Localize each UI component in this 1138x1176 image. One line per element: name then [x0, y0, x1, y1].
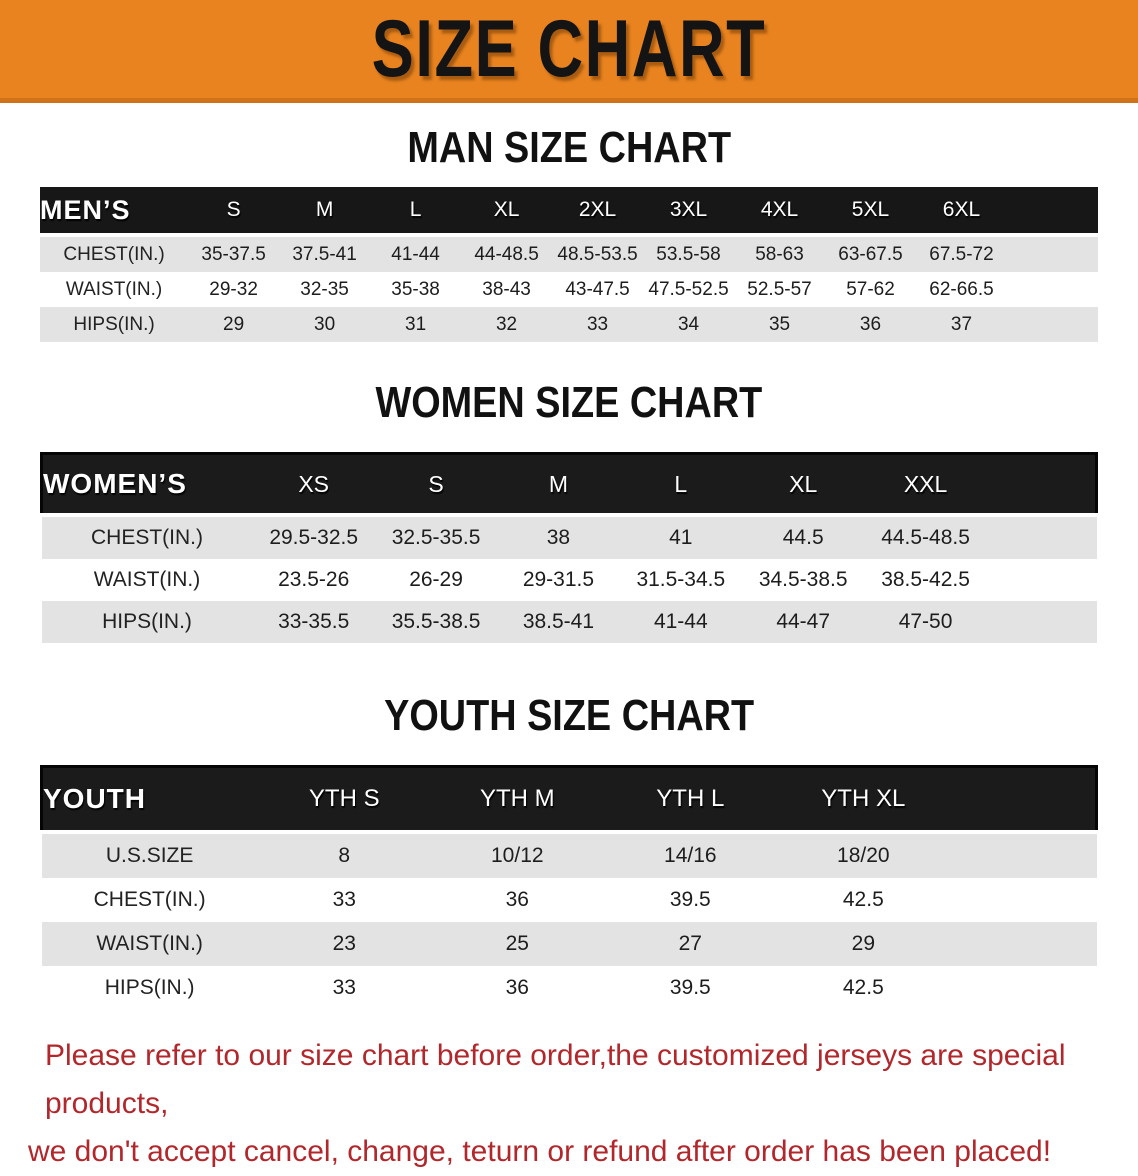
measure-value: 44.5-48.5: [864, 515, 986, 559]
spacer-cell: [987, 515, 1097, 559]
table-row: [40, 235, 1098, 272]
measure-value: 29-32: [188, 272, 279, 307]
size-col-header: 3XL: [643, 187, 734, 235]
size-col-header: 4XL: [734, 187, 825, 235]
measure-row-label: WAIST(IN.): [42, 922, 258, 966]
men-group-label: MEN’S: [40, 187, 188, 235]
measure-value: 44-47: [742, 601, 864, 643]
size-col-header: YTH XL: [777, 767, 950, 833]
size-col-header: M: [497, 454, 619, 516]
measure-value: 42.5: [777, 966, 950, 1010]
measure-value: 38: [497, 515, 619, 559]
measure-value: 29: [188, 307, 279, 342]
measure-value: 33: [258, 966, 431, 1010]
size-col-header: S: [188, 187, 279, 235]
measure-row-label: HIPS(IN.): [42, 601, 253, 643]
table-row: [42, 966, 1097, 1010]
order-note-line1: Please refer to our size chart before order,the customized jerseys are special products,: [45, 1039, 1066, 1120]
spacer-cell: [950, 767, 1097, 833]
measure-value: 42.5: [777, 878, 950, 922]
measure-value: 32: [461, 307, 552, 342]
spacer-cell: [1007, 272, 1098, 307]
measure-value: 25: [431, 922, 604, 966]
measure-row-label: HIPS(IN.): [42, 966, 258, 1010]
women-group-label: WOMEN’S: [42, 454, 253, 516]
women-section-title: WOMEN SIZE CHART: [375, 378, 763, 427]
men-header-row: [40, 187, 1098, 235]
measure-value: 41-44: [620, 601, 742, 643]
measure-value: 35: [734, 307, 825, 342]
size-col-header: 5XL: [825, 187, 916, 235]
spacer-cell: [950, 832, 1097, 878]
size-col-header: XS: [253, 454, 375, 516]
measure-row-label: WAIST(IN.): [42, 559, 253, 601]
size-col-header: XL: [461, 187, 552, 235]
measure-value: 39.5: [604, 878, 777, 922]
youth-section-title: YOUTH SIZE CHART: [383, 691, 754, 740]
spacer-cell: [1007, 187, 1098, 235]
measure-value: 32.5-35.5: [375, 515, 497, 559]
measure-row-label: WAIST(IN.): [40, 272, 188, 307]
measure-row-label: HIPS(IN.): [40, 307, 188, 342]
size-col-header: L: [370, 187, 461, 235]
table-row: [42, 922, 1097, 966]
measure-row-label: U.S.SIZE: [42, 832, 258, 878]
size-col-header: 2XL: [552, 187, 643, 235]
measure-value: 10/12: [431, 832, 604, 878]
size-col-header: YTH M: [431, 767, 604, 833]
measure-value: 32-35: [279, 272, 370, 307]
measure-value: 35.5-38.5: [375, 601, 497, 643]
table-row: [42, 832, 1097, 878]
measure-value: 33: [258, 878, 431, 922]
spacer-cell: [1007, 307, 1098, 342]
measure-value: 36: [825, 307, 916, 342]
measure-value: 31.5-34.5: [620, 559, 742, 601]
measure-value: 36: [431, 966, 604, 1010]
measure-value: 34.5-38.5: [742, 559, 864, 601]
size-col-header: YTH S: [258, 767, 431, 833]
measure-value: 35-38: [370, 272, 461, 307]
spacer-cell: [987, 454, 1097, 516]
measure-value: 67.5-72: [916, 235, 1007, 272]
table-row: [42, 878, 1097, 922]
measure-value: 34: [643, 307, 734, 342]
spacer-cell: [987, 559, 1097, 601]
table-row: [40, 272, 1098, 307]
size-col-header: XXL: [864, 454, 986, 516]
measure-value: 37: [916, 307, 1007, 342]
youth-header-row: [42, 767, 1097, 833]
measure-value: 29-31.5: [497, 559, 619, 601]
size-col-header: S: [375, 454, 497, 516]
men-size-table: [40, 187, 1098, 342]
measure-value: 36: [431, 878, 604, 922]
measure-value: 47-50: [864, 601, 986, 643]
measure-value: 39.5: [604, 966, 777, 1010]
spacer-cell: [950, 966, 1097, 1010]
measure-value: 23.5-26: [253, 559, 375, 601]
measure-value: 26-29: [375, 559, 497, 601]
measure-value: 23: [258, 922, 431, 966]
measure-value: 58-63: [734, 235, 825, 272]
measure-value: 62-66.5: [916, 272, 1007, 307]
size-col-header: M: [279, 187, 370, 235]
measure-value: 52.5-57: [734, 272, 825, 307]
measure-value: 38.5-41: [497, 601, 619, 643]
measure-row-label: CHEST(IN.): [42, 878, 258, 922]
measure-value: 29: [777, 922, 950, 966]
measure-value: 53.5-58: [643, 235, 734, 272]
measure-value: 30: [279, 307, 370, 342]
measure-value: 14/16: [604, 832, 777, 878]
measure-value: 41: [620, 515, 742, 559]
measure-value: 35-37.5: [188, 235, 279, 272]
measure-value: 57-62: [825, 272, 916, 307]
measure-row-label: CHEST(IN.): [42, 515, 253, 559]
measure-value: 44-48.5: [461, 235, 552, 272]
measure-value: 33: [552, 307, 643, 342]
measure-value: 44.5: [742, 515, 864, 559]
measure-value: 27: [604, 922, 777, 966]
size-col-header: 6XL: [916, 187, 1007, 235]
women-size-table: [40, 452, 1098, 643]
size-col-header: YTH L: [604, 767, 777, 833]
measure-value: 47.5-52.5: [643, 272, 734, 307]
size-col-header: XL: [742, 454, 864, 516]
measure-value: 41-44: [370, 235, 461, 272]
spacer-cell: [1007, 235, 1098, 272]
measure-value: 8: [258, 832, 431, 878]
banner-title: SIZE CHART: [371, 3, 767, 94]
measure-value: 63-67.5: [825, 235, 916, 272]
spacer-cell: [950, 878, 1097, 922]
size-col-header: L: [620, 454, 742, 516]
measure-value: 38-43: [461, 272, 552, 307]
order-note-line2: we don't accept cancel, change, teturn or refund after order has been placed!: [28, 1135, 1052, 1168]
measure-value: 43-47.5: [552, 272, 643, 307]
measure-value: 33-35.5: [253, 601, 375, 643]
men-section-title: MAN SIZE CHART: [407, 123, 731, 172]
banner: [0, 0, 1138, 103]
order-note: [0, 1032, 1138, 1176]
measure-value: 48.5-53.5: [552, 235, 643, 272]
youth-group-label: YOUTH: [42, 767, 258, 833]
measure-value: 29.5-32.5: [253, 515, 375, 559]
measure-value: 37.5-41: [279, 235, 370, 272]
table-row: [40, 307, 1098, 342]
spacer-cell: [987, 601, 1097, 643]
measure-value: 31: [370, 307, 461, 342]
table-row: [42, 559, 1097, 601]
women-header-row: [42, 454, 1097, 516]
measure-value: 18/20: [777, 832, 950, 878]
measure-row-label: CHEST(IN.): [40, 235, 188, 272]
table-row: [42, 601, 1097, 643]
spacer-cell: [950, 922, 1097, 966]
youth-size-table: [40, 765, 1098, 1010]
measure-value: 38.5-42.5: [864, 559, 986, 601]
table-row: [42, 515, 1097, 559]
